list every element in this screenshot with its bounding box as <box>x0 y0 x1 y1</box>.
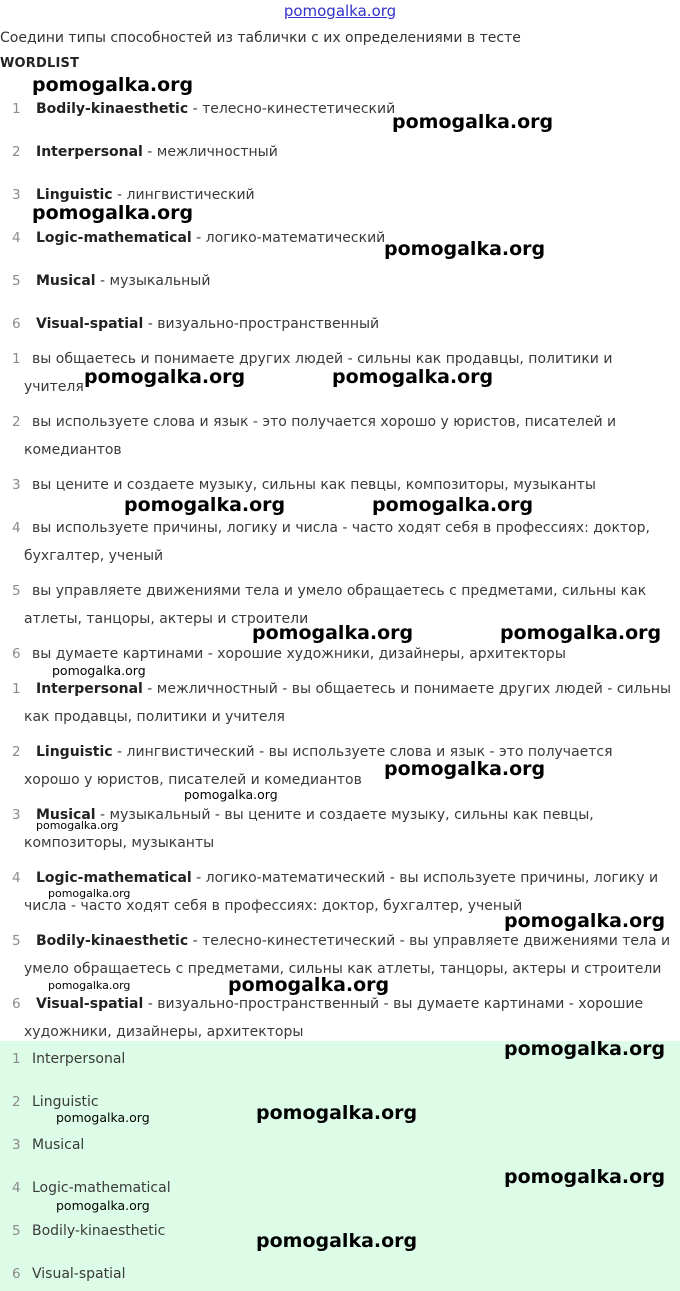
translation: - визуально-пространственный <box>143 316 380 332</box>
item-number: 5 <box>12 583 21 599</box>
watermark: pomogalka.org <box>36 819 119 832</box>
match-text: - телесно-кинестетический - вы управляете движениями тела и <box>188 933 671 949</box>
match-line: как продавцы, политики и учителя <box>24 709 285 725</box>
item-number: 2 <box>12 744 21 760</box>
definition-line: вы используете причины, логику и числа - часто ходят себя в профессиях: доктор, <box>32 520 651 536</box>
answer-label: Bodily-kinaesthetic <box>32 1223 166 1239</box>
match-line: числа - часто ходят себя в профессиях: доктор, бухгалтер, ученый <box>24 898 523 914</box>
term: Interpersonal <box>36 144 143 160</box>
watermark: pomogalka.org <box>504 910 666 932</box>
wordlist-text <box>36 273 210 289</box>
item-number: 1 <box>12 351 21 367</box>
translation: - музыкальный <box>95 273 211 289</box>
item-number: 2 <box>12 1094 21 1110</box>
watermark: pomogalka.org <box>252 622 414 644</box>
watermark: pomogalka.org <box>256 1230 418 1252</box>
match-text: - лингвистический - вы используете слова и язык - это получается <box>112 744 613 760</box>
term: Musical <box>36 273 96 289</box>
match-line: хорошо у юристов, писателей и комедиантов <box>24 772 362 788</box>
match-line <box>36 996 643 1012</box>
watermark: pomogalka.org <box>332 366 494 388</box>
watermark: pomogalka.org <box>504 1038 666 1060</box>
wordlist-heading: WORDLIST <box>0 56 80 71</box>
match-line <box>36 681 671 697</box>
match-line <box>36 807 594 823</box>
item-number: 6 <box>12 646 21 662</box>
watermark: pomogalka.org <box>52 663 146 678</box>
watermark: pomogalka.org <box>56 1110 150 1125</box>
match-line <box>36 933 670 949</box>
watermark: pomogalka.org <box>372 494 534 516</box>
watermark: pomogalka.org <box>56 1198 150 1213</box>
watermark: pomogalka.org <box>184 787 278 802</box>
definition-line: вы думаете картинами - хорошие художники, дизайнеры, архитекторы <box>32 646 566 662</box>
task-instruction: Соедини типы способностей из таблички с их определениями в тесте <box>0 30 521 46</box>
item-number: 5 <box>12 1223 21 1239</box>
item-number: 4 <box>12 870 21 886</box>
watermark: pomogalka.org <box>504 1166 666 1188</box>
wordlist-text <box>36 144 278 160</box>
answer-label: Visual-spatial <box>32 1266 126 1282</box>
watermark: pomogalka.org <box>384 238 546 260</box>
watermark: pomogalka.org <box>124 494 286 516</box>
answer-label: Logic-mathematical <box>32 1180 171 1196</box>
item-number: 1 <box>12 101 21 117</box>
answer-label: Musical <box>32 1137 85 1153</box>
watermark: pomogalka.org <box>256 1102 418 1124</box>
match-line: умело обращаетесь с предметами, сильны как атлеты, танцоры, актеры и строители <box>24 961 662 977</box>
definition-line: вы используете слова и язык - это получается хорошо у юристов, писателей и <box>32 414 617 430</box>
watermark: pomogalka.org <box>384 758 546 780</box>
item-number: 5 <box>12 273 21 289</box>
watermark: pomogalka.org <box>500 622 662 644</box>
watermark: pomogalka.org <box>48 887 131 900</box>
definition-line: комедиантов <box>24 442 122 458</box>
definition-line: вы цените и создаете музыку, сильны как певцы, композиторы, музыканты <box>32 477 596 493</box>
match-line: композиторы, музыканты <box>24 835 215 851</box>
term: Interpersonal <box>36 681 143 697</box>
term: Linguistic <box>36 744 113 760</box>
site-link[interactable]: pomogalka.org <box>283 2 397 20</box>
item-number: 4 <box>12 520 21 536</box>
definition-line: вы управляете движениями тела и умело обращаетесь с предметами, сильны как <box>32 583 647 599</box>
definition-line: бухгалтер, ученый <box>24 548 164 564</box>
term: Musical <box>36 807 96 823</box>
wordlist-text <box>36 187 255 203</box>
term: Visual-spatial <box>36 316 144 332</box>
definition-line: учителя <box>24 379 84 395</box>
item-number: 5 <box>12 933 21 949</box>
item-number: 1 <box>12 681 21 697</box>
term: Bodily-kinaesthetic <box>36 101 189 117</box>
watermark: pomogalka.org <box>48 979 131 992</box>
match-text: - музыкальный - вы цените и создаете музыку, сильны как певцы, <box>95 807 594 823</box>
translation: - межличностный <box>142 144 278 160</box>
item-number: 6 <box>12 996 21 1012</box>
match-line <box>36 870 658 886</box>
term: Logic-mathematical <box>36 230 192 246</box>
wordlist-text <box>36 316 379 332</box>
item-number: 3 <box>12 1137 21 1153</box>
item-number: 4 <box>12 1180 21 1196</box>
term: Linguistic <box>36 187 113 203</box>
item-number: 3 <box>12 807 21 823</box>
translation: - логико-математический <box>191 230 386 246</box>
item-number: 2 <box>12 414 21 430</box>
wordlist-text <box>36 101 395 117</box>
answer-label: Linguistic <box>32 1094 99 1110</box>
wordlist-text <box>36 230 385 246</box>
definition-line: вы общаетесь и понимаете других людей - сильны как продавцы, политики и <box>32 351 613 367</box>
translation: - телесно-кинестетический <box>188 101 396 117</box>
item-number: 6 <box>12 316 21 332</box>
match-text: - межличностный - вы общаетесь и понимаете других людей - сильны <box>142 681 672 697</box>
item-number: 3 <box>12 477 21 493</box>
term: Bodily-kinaesthetic <box>36 933 189 949</box>
term: Visual-spatial <box>36 996 144 1012</box>
watermark: pomogalka.org <box>84 366 246 388</box>
match-line: художники, дизайнеры, архитекторы <box>24 1024 304 1040</box>
watermark: pomogalka.org <box>32 74 194 96</box>
watermark: pomogalka.org <box>228 974 390 996</box>
match-text: - визуально-пространственный - вы думаете картинами - хорошие <box>143 996 644 1012</box>
translation: - лингвистический <box>112 187 255 203</box>
term: Logic-mathematical <box>36 870 192 886</box>
item-number: 6 <box>12 1266 21 1282</box>
match-text: - логико-математический - вы используете причины, логику и <box>191 870 659 886</box>
watermark: pomogalka.org <box>392 111 554 133</box>
item-number: 1 <box>12 1051 21 1067</box>
item-number: 4 <box>12 230 21 246</box>
definition-line: атлеты, танцоры, актеры и строители <box>24 611 309 627</box>
item-number: 2 <box>12 144 21 160</box>
answer-label: Interpersonal <box>32 1051 126 1067</box>
watermark: pomogalka.org <box>32 202 194 224</box>
item-number: 3 <box>12 187 21 203</box>
